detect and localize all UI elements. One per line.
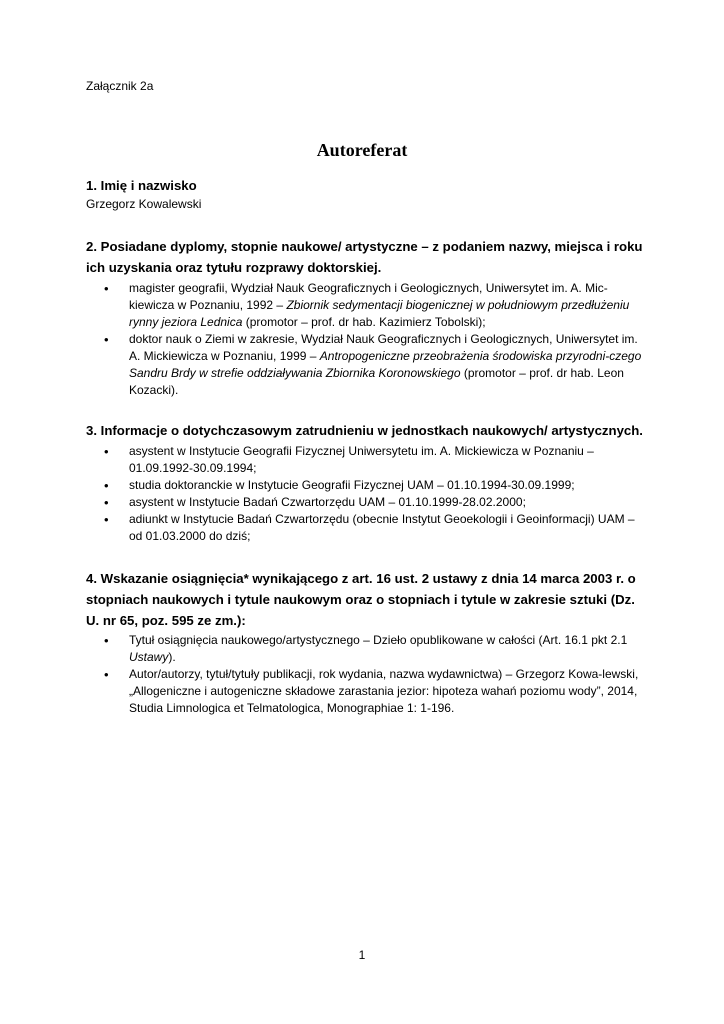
- employment-list: [86, 443, 642, 545]
- thesis-title: Zbiornik sedymentacji biogenicznej w południowym przedłużeniu rynny jeziora Lednica: [129, 298, 630, 329]
- law-reference: Ustawy: [129, 650, 169, 664]
- section-2-heading: 2. Posiadane dyplomy, stopnie naukowe/ artystyczne – z podaniem nazwy, miejsca i roku ich uzyskania oraz tytułu rozprawy doktorskiej.: [86, 239, 643, 275]
- list-item: • adiunkt w Instytucie Badań Czwartorzędu (obecnie Instytut Geoekologii i Geoinformacji) UAM – od 01.03.2000 do dziś;: [86, 511, 642, 545]
- page-number: 1: [358, 948, 366, 962]
- list-item: [86, 331, 642, 399]
- achievement-list: [86, 632, 642, 717]
- list-item: [86, 632, 642, 666]
- list-item: • asystent w Instytucie Geografii Fizycznej Uniwersytetu im. A. Mickiewicza w Poznaniu – 01.09.1992-30.09.1994;: [86, 443, 642, 477]
- list-item: • asystent w Instytucie Badań Czwartorzędu UAM – 01.10.1999-28.02.2000;: [86, 494, 642, 511]
- section-3-heading: 3. Informacje o dotychczasowym zatrudnieniu w jednostkach naukowych/ artystycznych.: [86, 423, 643, 438]
- thesis-title: Antropogeniczne przeobrażenia środowiska przyrodni-czego Sandru Brdy w strefie oddziaływania Zbiornika Koronowskiego: [129, 349, 642, 380]
- diplomas-list: [86, 280, 642, 399]
- item-text: magister geografii, Wydział Nauk Geograficznych i Geologicznych, Uniwersytet im. A. Mic-kiewicza w Poznaniu, 1992 –: [129, 281, 608, 312]
- author-name: Grzegorz Kowalewski: [86, 197, 202, 211]
- item-text: (promotor – prof. dr hab. Kazimierz Tobolski);: [242, 315, 486, 329]
- section-1-heading: 1. Imię i nazwisko: [86, 178, 197, 193]
- list-item: • Autor/autorzy, tytuł/tytuły publikacji, rok wydania, nazwa wydawnictwa) – Grzegorz Kowa-lewski, „Allogeniczne i autogeniczne składowe zarastania jezior: hipoteza wahań poziomu wody”, 2014, Studia Limnologica et Telmatologica, Monographiae 1: 1-196.: [86, 666, 642, 717]
- item-text: doktor nauk o Ziemi w zakresie, Wydział Nauk Geograficznych i Geologicznych, Uniwersytet im. A. Mickiewicza w Poznaniu, 1999 –: [129, 332, 638, 363]
- list-item: [86, 280, 642, 331]
- item-text: ).: [168, 650, 176, 664]
- annex-label: Załącznik 2a: [86, 79, 154, 93]
- item-text: (promotor – prof. dr hab. Leon Kozacki).: [129, 366, 624, 397]
- document-title: Autoreferat: [316, 140, 408, 160]
- list-item: • studia doktoranckie w Instytucie Geografii Fizycznej UAM – 01.10.1994-30.09.1999;: [86, 477, 642, 494]
- section-4-heading: 4. Wskazanie osiągnięcia* wynikającego z art. 16 ust. 2 ustawy z dnia 14 marca 2003 r. o stopniach naukowych i tytule naukowym oraz o stopniach i tytule w zakresie sztuki (Dz. U. nr 65, poz. 595 ze zm.):: [86, 571, 636, 628]
- item-text: Tytuł osiągnięcia naukowego/artystycznego – Dzieło opublikowane w całości (Art. 16.1 pkt 2.1: [129, 633, 628, 647]
